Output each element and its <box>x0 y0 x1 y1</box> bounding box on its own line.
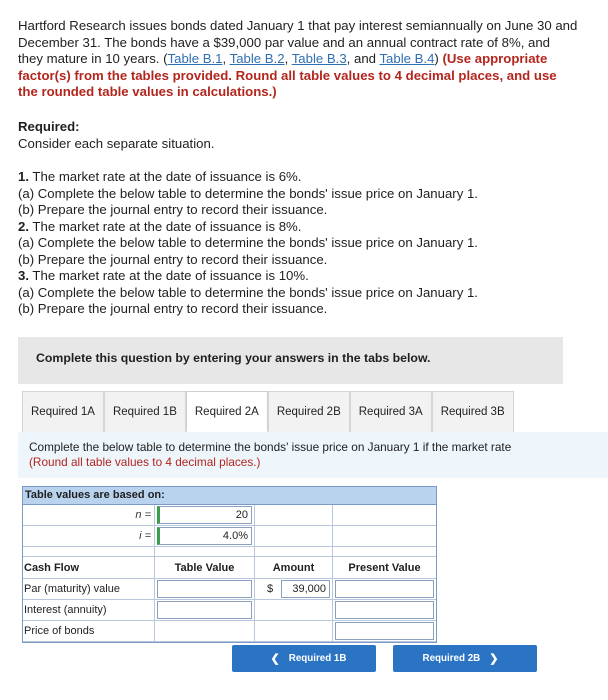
required-heading: Required: <box>18 119 80 134</box>
instruction-banner: Complete this question by entering your answers in the tabs below. <box>18 337 563 384</box>
row-label: Par (maturity) value <box>23 579 155 600</box>
present-value-cell <box>333 579 436 600</box>
table-b1-link[interactable]: Table B.1 <box>167 51 223 67</box>
i-label: i = <box>23 526 155 547</box>
required-subtitle: Consider each separate situation. <box>18 136 215 151</box>
next-tab-button[interactable] <box>393 645 537 672</box>
col-amount: Amount <box>255 557 333 579</box>
part-number: 2. <box>18 218 29 234</box>
tab-required-2a[interactable]: Required 2A <box>186 391 268 432</box>
part-text: (a) Complete the below table to determine the bonds' issue price on January 1. <box>18 284 478 300</box>
requirement-item <box>18 169 588 186</box>
amount-cell <box>255 579 333 600</box>
table-row <box>23 526 436 547</box>
requirement-item <box>18 219 588 236</box>
n-label: n = <box>23 505 155 526</box>
table-value-input[interactable] <box>157 601 252 619</box>
dollar-sign: $ <box>267 583 274 595</box>
panel-instruction: Complete the below table to determine the bonds' issue price on January 1 if the market rate <box>29 440 512 454</box>
part-text: (a) Complete the below table to determine the bonds' issue price on January 1. <box>18 185 478 201</box>
table-row <box>23 621 436 642</box>
requirement-item <box>18 301 588 318</box>
empty-cell <box>155 621 255 642</box>
chevron-left-icon: ❮ <box>270 653 280 665</box>
part-text: The market rate at the date of issuance is 8%. <box>29 218 302 234</box>
table-value-cell <box>155 579 255 600</box>
table-row <box>23 579 436 600</box>
table-row <box>23 505 436 526</box>
row-label: Interest (annuity) <box>23 600 155 621</box>
next-tab-label: Required 2B <box>422 653 481 664</box>
intro-text: Hartford Research issues bonds dated January 1 that pay interest semiannually on June 30 and December 31. The bonds have a $39,000 par value and an annual contract rate of 8%, and they mature in 10 years. ( <box>18 18 578 67</box>
part-number: 3. <box>18 268 29 283</box>
part-text: (b) Prepare the journal entry to record their issuance. <box>18 251 328 267</box>
requirement-item <box>18 202 588 219</box>
chevron-right-icon: ❯ <box>489 653 499 665</box>
requirement-list <box>18 169 588 318</box>
panel-rounding-note: (Round all table values to 4 decimal places.) <box>29 455 261 469</box>
empty-cell <box>255 505 333 526</box>
tab-required-3b[interactable]: Required 3B <box>432 391 514 432</box>
separator: ) <box>434 51 443 67</box>
tab-required-1b[interactable]: Required 1B <box>104 391 186 432</box>
empty-cell <box>23 547 155 557</box>
requirement-item <box>18 186 588 203</box>
part-text: (b) Prepare the journal entry to record their issuance. <box>18 301 328 316</box>
i-input[interactable]: 4.0% <box>157 527 252 545</box>
table-value-input[interactable] <box>157 580 252 598</box>
present-value-input[interactable] <box>335 622 434 640</box>
rounding-instruction: (Use appropriate factor(s) from the tables provided. Round all table values to 4 decimal places, and use the rounded table values in calculations.) <box>18 51 557 100</box>
separator: , <box>284 51 292 67</box>
empty-cell <box>255 526 333 547</box>
n-cell <box>155 505 255 526</box>
table-b2-link[interactable]: Table B.2 <box>229 51 285 67</box>
requirement-item <box>18 235 588 252</box>
part-text: The market rate at the date of issuance is 6%. <box>29 169 302 184</box>
problem-intro <box>18 18 578 101</box>
tab-required-1a[interactable]: Required 1A <box>22 391 104 432</box>
separator: , <box>222 51 230 67</box>
empty-cell <box>255 547 333 557</box>
tab-required-3a[interactable]: Required 3A <box>350 391 432 432</box>
n-input[interactable]: 20 <box>157 506 252 524</box>
empty-cell <box>333 526 436 547</box>
present-value-cell <box>333 621 436 642</box>
tab-required-2b[interactable]: Required 2B <box>268 391 350 432</box>
col-cash-flow: Cash Flow <box>23 557 155 579</box>
amount-cell <box>255 600 333 621</box>
tab-bar <box>22 391 514 432</box>
empty-cell <box>333 547 436 557</box>
table-header: Table values are based on: <box>23 487 436 505</box>
empty-cell <box>255 621 333 642</box>
table-row <box>23 600 436 621</box>
issue-price-table <box>22 486 437 643</box>
table-b3-link[interactable]: Table B.3 <box>291 51 347 67</box>
column-header-row <box>23 557 436 579</box>
amount-input[interactable]: 39,000 <box>281 580 330 598</box>
separator: , and <box>346 51 380 67</box>
table-value-cell <box>155 600 255 621</box>
part-text: The market rate at the date of issuance is 10%. <box>29 268 309 283</box>
present-value-cell <box>333 600 436 621</box>
col-present-value: Present Value <box>333 557 436 579</box>
present-value-input[interactable] <box>335 580 434 598</box>
row-label: Price of bonds <box>23 621 155 642</box>
part-text: (a) Complete the below table to determine the bonds' issue price on January 1. <box>18 235 478 250</box>
table-b4-link[interactable]: Table B.4 <box>379 51 435 67</box>
prev-tab-button[interactable] <box>232 645 376 672</box>
requirement-item <box>18 268 588 285</box>
empty-cell <box>155 547 255 557</box>
part-number: 1. <box>18 169 29 184</box>
present-value-input[interactable] <box>335 601 434 619</box>
tab-instructions <box>18 432 608 478</box>
table-spacer <box>23 547 436 557</box>
prev-tab-label: Required 1B <box>288 653 347 664</box>
empty-cell <box>333 505 436 526</box>
i-cell <box>155 526 255 547</box>
requirement-item <box>18 252 588 269</box>
requirement-item <box>18 285 588 302</box>
col-table-value: Table Value <box>155 557 255 579</box>
part-text: (b) Prepare the journal entry to record their issuance. <box>18 202 328 217</box>
